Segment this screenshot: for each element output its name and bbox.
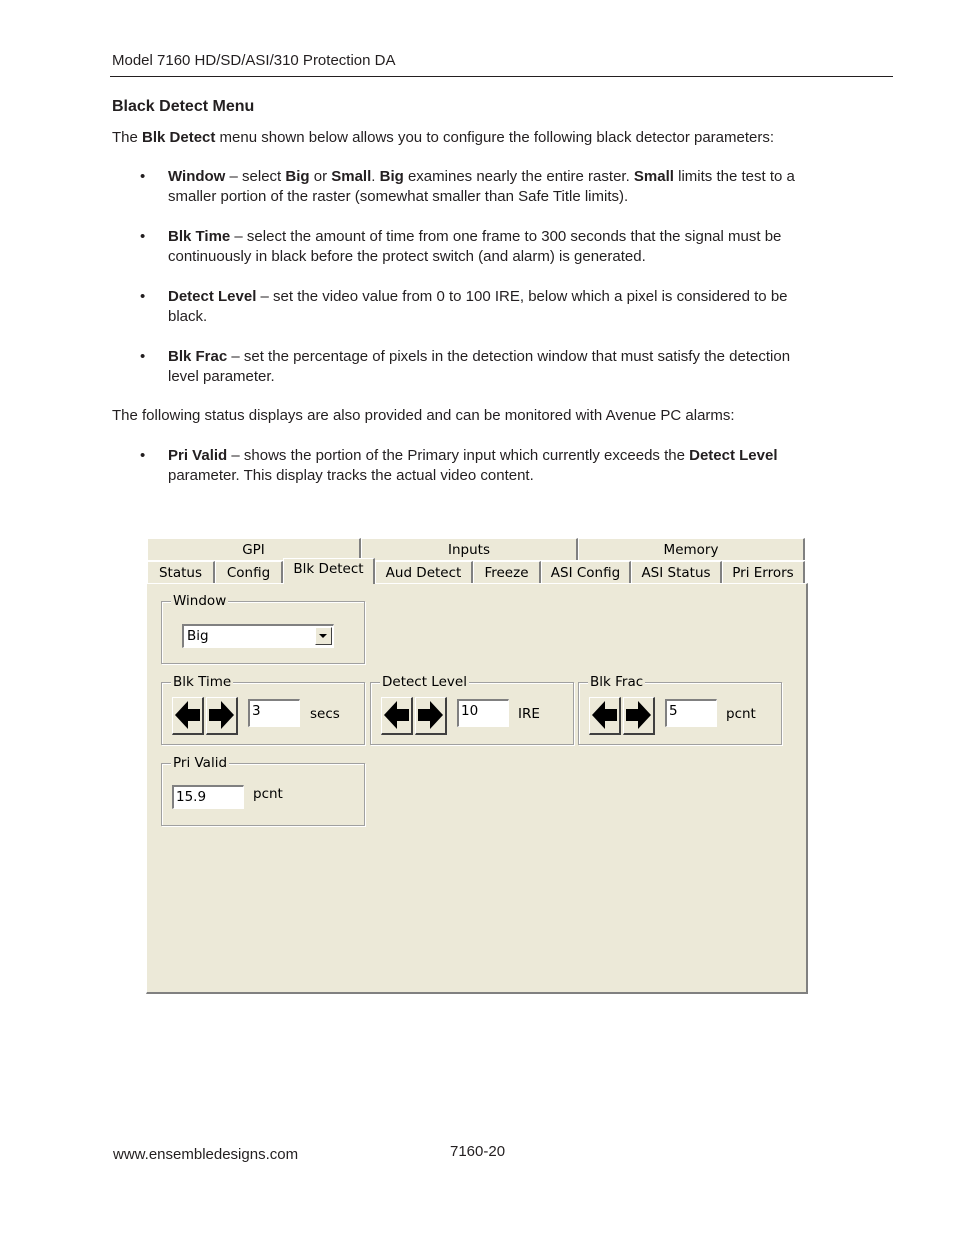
text-run: – select the amount of time from one frame to 300 seconds that the signal must be xyxy=(230,228,782,245)
tab-aud-detect[interactable]: Aud Detect xyxy=(375,561,473,583)
blk-detect-dialog xyxy=(146,537,807,993)
tab-freeze[interactable]: Freeze xyxy=(473,561,541,583)
bullet-line: continuously in black before the protect switch (and alarm) is generated. xyxy=(168,248,646,265)
detect-level-increase-button[interactable] xyxy=(415,697,447,735)
bullet-line xyxy=(168,348,790,365)
footer-website: www.ensembledesigns.com xyxy=(113,1146,299,1163)
bullet-line: black. xyxy=(168,308,208,325)
window-select[interactable] xyxy=(182,624,334,648)
blk-frac-group xyxy=(578,674,782,745)
window-select-value: Big xyxy=(187,628,209,644)
tab-gpi[interactable]: GPI xyxy=(147,538,361,560)
detect-level-label: Detect Level xyxy=(382,674,467,690)
detect-level-unit: IRE xyxy=(518,706,540,722)
text-run: or xyxy=(309,168,332,185)
dropdown-button[interactable] xyxy=(315,627,332,645)
blk-frac-input[interactable]: 5 xyxy=(665,699,717,727)
arrow-left-icon xyxy=(173,698,202,732)
tab-status[interactable]: Status xyxy=(147,561,215,583)
intro-paragraph xyxy=(112,128,872,148)
bullet-line: level parameter. xyxy=(168,368,275,385)
tab-panel xyxy=(146,583,808,994)
text-run: examines nearly the entire raster. xyxy=(403,168,634,185)
bold-term: Blk Frac xyxy=(168,348,228,365)
bullet-line xyxy=(168,288,788,305)
bullet-line xyxy=(168,168,795,185)
bold-term: Blk Detect xyxy=(142,129,216,146)
bold-term: Detect Level xyxy=(168,288,257,305)
bold-term: Blk Time xyxy=(168,228,231,245)
bold-term: Big xyxy=(379,168,404,185)
tab-asi-config[interactable]: ASI Config xyxy=(541,561,631,583)
blk-time-group xyxy=(161,674,365,745)
bullet-text xyxy=(168,227,848,267)
tab-blk-detect[interactable]: Blk Detect xyxy=(283,558,375,584)
section-heading: Black Detect Menu xyxy=(112,98,255,115)
bullet-text xyxy=(168,167,848,207)
page-header: Model 7160 HD/SD/ASI/310 Protection DA xyxy=(112,52,396,69)
arrow-right-icon xyxy=(207,698,236,732)
window-group xyxy=(161,593,365,664)
text-run: menu shown below allows you to configure the following black detector parameters: xyxy=(215,129,775,146)
blk-time-label: Blk Time xyxy=(173,674,232,690)
blk-time-decrease-button[interactable] xyxy=(172,697,204,735)
chevron-down-icon xyxy=(316,628,331,644)
bullet-text xyxy=(168,446,848,486)
page-number: 7160-20 xyxy=(450,1143,506,1160)
tab-inputs[interactable]: Inputs xyxy=(361,538,578,560)
text-run: – set the percentage of pixels in the detection window that must satisfy the detection xyxy=(227,348,791,365)
blk-frac-decrease-button[interactable] xyxy=(589,697,621,735)
bullet-text xyxy=(168,347,848,387)
bullet-dot: • xyxy=(140,288,146,305)
arrow-right-icon xyxy=(416,698,445,732)
bullet-text xyxy=(168,287,848,327)
window-group-label: Window xyxy=(173,593,227,609)
text-run: – shows the portion of the Primary input which currently exceeds the xyxy=(227,447,690,464)
blk-time-increase-button[interactable] xyxy=(206,697,238,735)
blk-frac-unit: pcnt xyxy=(726,706,756,722)
bold-term: Detect Level xyxy=(689,447,778,464)
text-run: – set the video value from 0 to 100 IRE, below which a pixel is considered to be xyxy=(256,288,788,305)
text-run: limits the test to a xyxy=(673,168,795,185)
pri-valid-group xyxy=(161,755,365,826)
text-run: The xyxy=(112,129,143,146)
status-intro: The following status displays are also provided and can be monitored with Avenue PC alarms: xyxy=(112,407,735,424)
arrow-right-icon xyxy=(624,698,653,732)
tab-pri-errors[interactable]: Pri Errors xyxy=(722,561,805,583)
arrow-left-icon xyxy=(382,698,411,732)
bold-term: Window xyxy=(168,168,226,185)
bold-term: Small xyxy=(331,168,372,185)
bullet-line: parameter. This display tracks the actual video content. xyxy=(168,467,534,484)
tab-asi-status[interactable]: ASI Status xyxy=(631,561,722,583)
bullet-dot: • xyxy=(140,228,146,245)
arrow-left-icon xyxy=(590,698,619,732)
detect-level-group xyxy=(370,674,574,745)
bullet-dot: • xyxy=(140,168,146,185)
tab-config[interactable]: Config xyxy=(215,561,283,583)
bold-term: Pri Valid xyxy=(168,447,228,464)
bullet-dot: • xyxy=(140,348,146,365)
bold-term: Big xyxy=(285,168,310,185)
blk-frac-label: Blk Frac xyxy=(590,674,644,690)
tab-memory[interactable]: Memory xyxy=(578,538,805,560)
pri-valid-unit: pcnt xyxy=(253,786,283,802)
header-rule xyxy=(110,76,893,77)
blk-frac-increase-button[interactable] xyxy=(623,697,655,735)
bullet-line: smaller portion of the raster (somewhat smaller than Safe Title limits). xyxy=(168,188,629,205)
text-run: . xyxy=(371,168,380,185)
bullet-line xyxy=(168,447,777,464)
detect-level-input[interactable]: 10 xyxy=(457,699,509,727)
bold-term: Small xyxy=(633,168,674,185)
blk-time-unit: secs xyxy=(310,706,340,722)
pri-valid-label: Pri Valid xyxy=(173,755,228,771)
blk-time-input[interactable]: 3 xyxy=(248,699,300,727)
bullet-line xyxy=(168,228,781,245)
pri-valid-display: 15.9 xyxy=(172,785,244,809)
detect-level-decrease-button[interactable] xyxy=(381,697,413,735)
text-run: – select xyxy=(225,168,286,185)
bullet-dot: • xyxy=(140,447,146,464)
